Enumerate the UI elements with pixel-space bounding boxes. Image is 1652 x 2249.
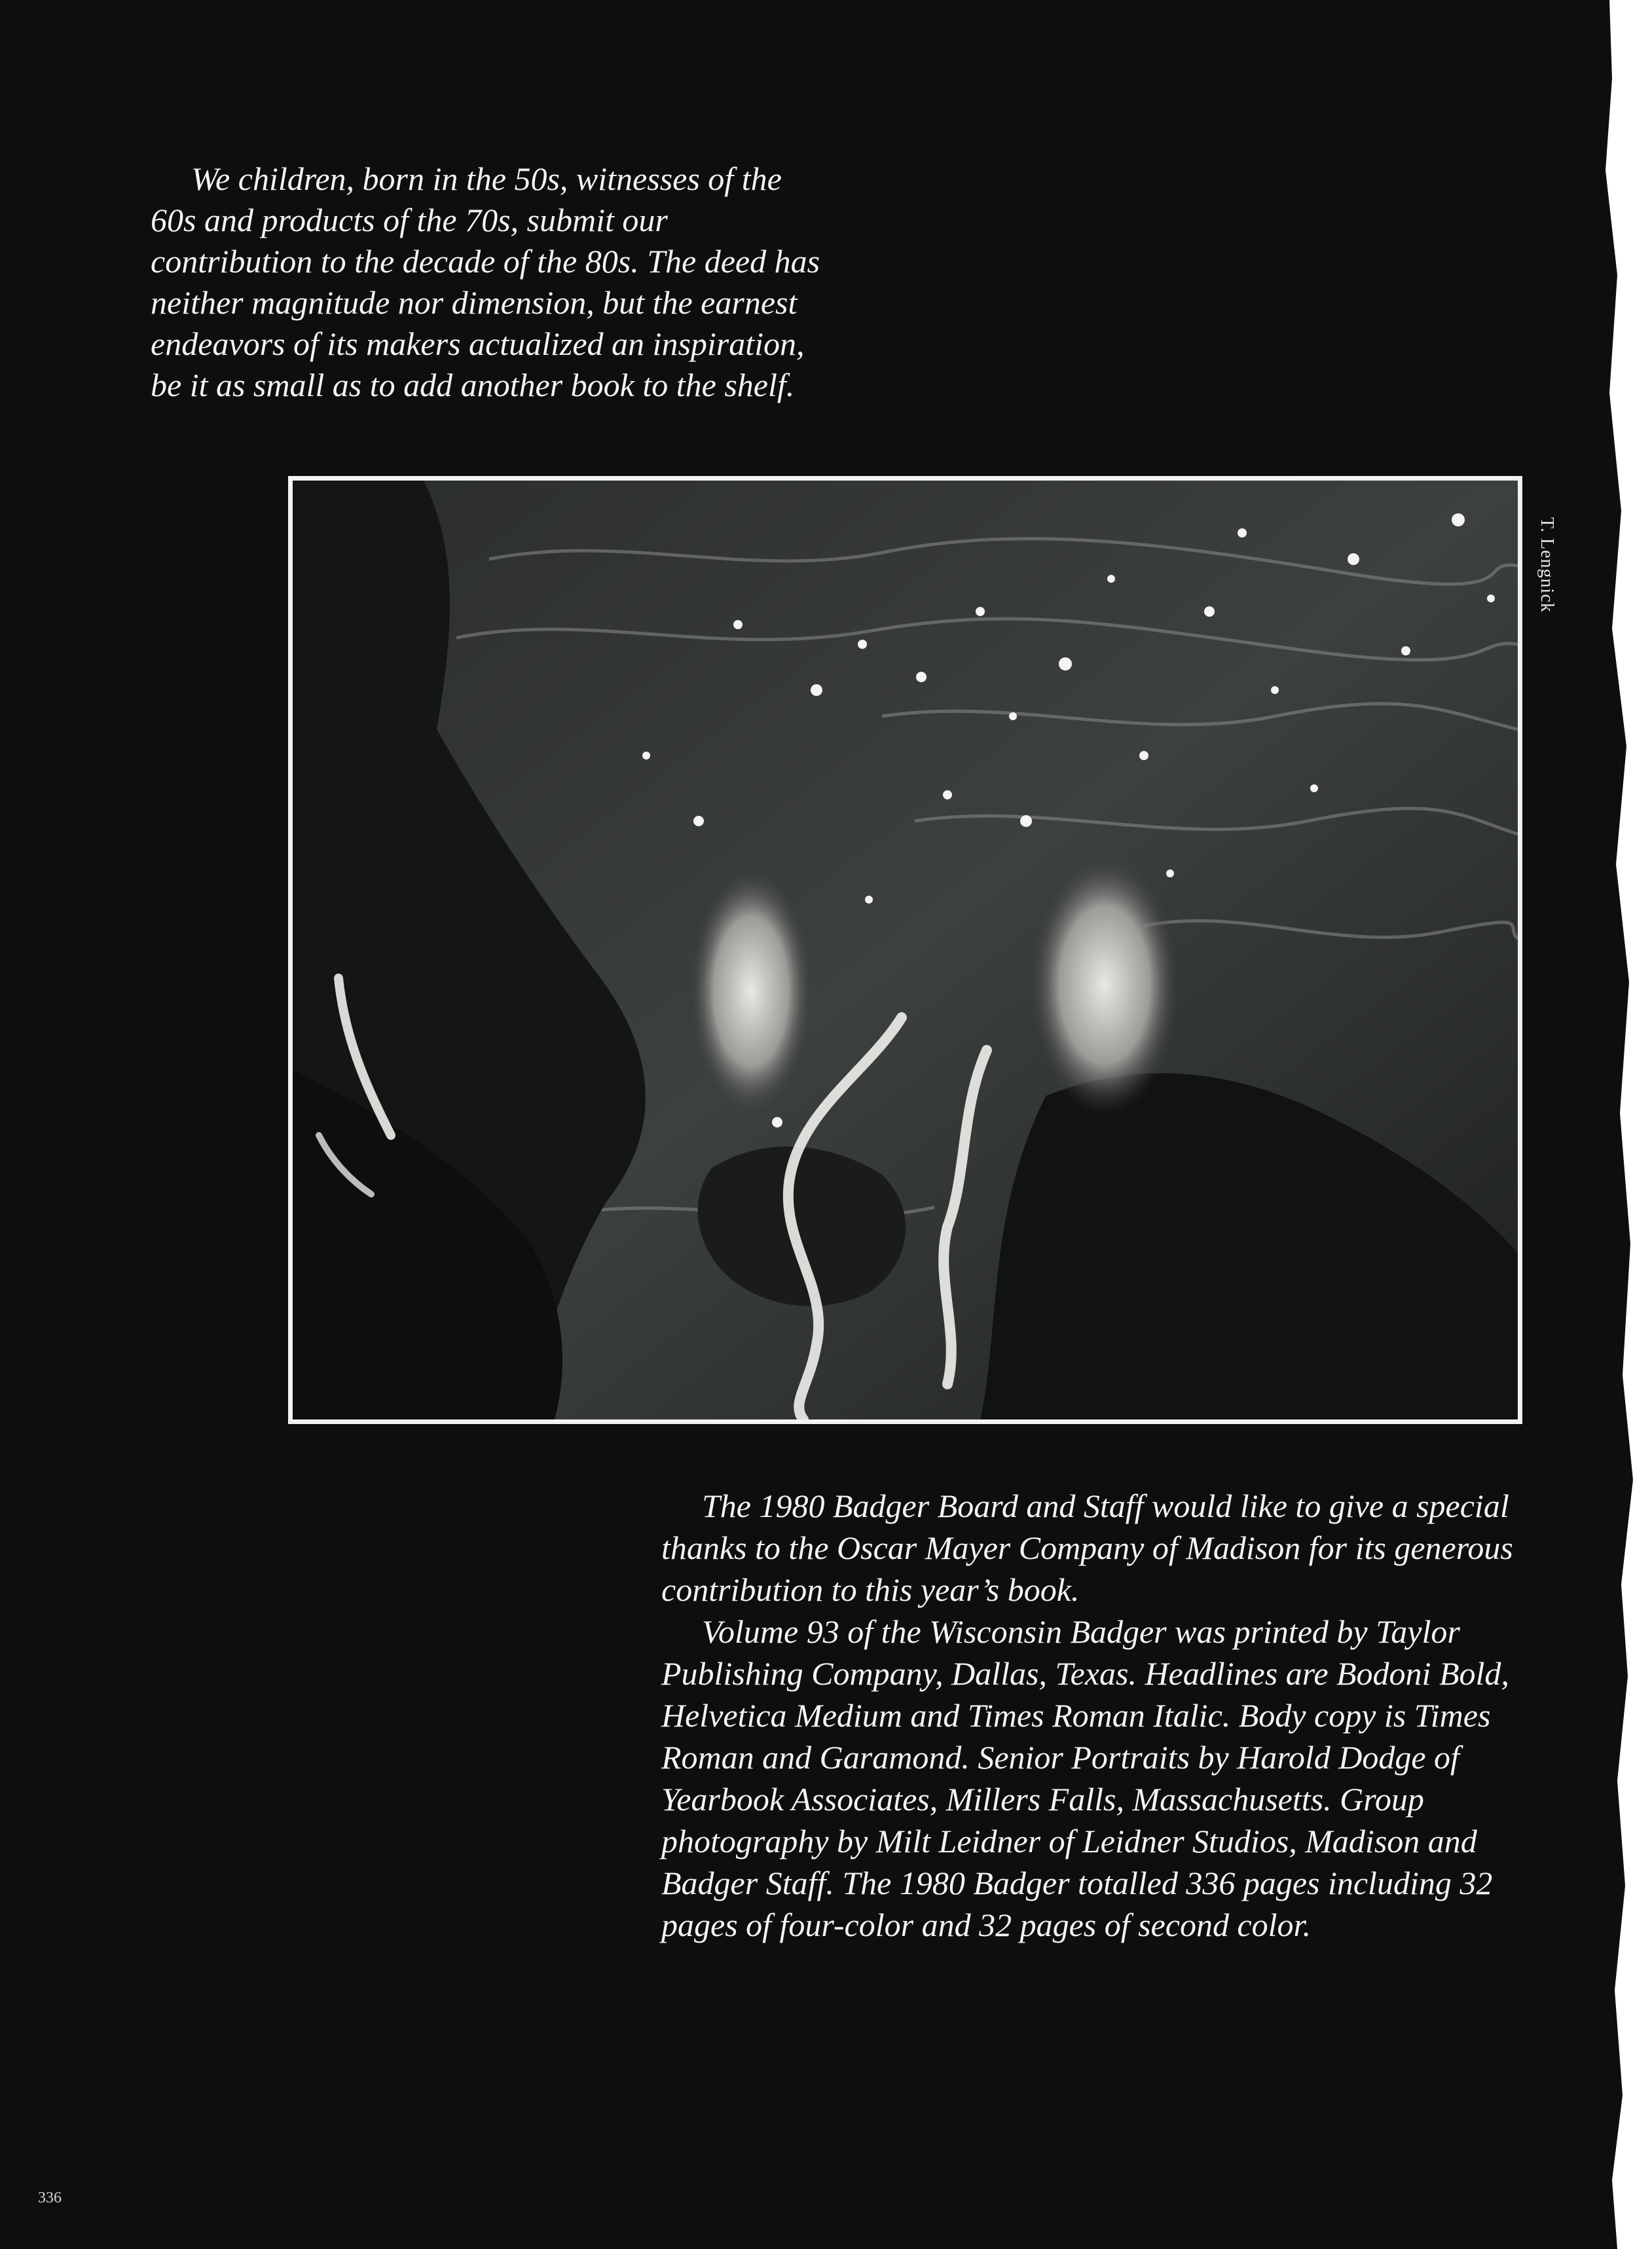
credits-line: Volume 93 of the Wisconsin Badger was printed by Taylor: [702, 1613, 1460, 1650]
credits-line: Roman and Garamond. Senior Portraits by Harold Dodge of: [661, 1739, 1459, 1776]
credits-line: Yearbook Associates, Millers Falls, Massachusetts. Group: [661, 1781, 1424, 1818]
credits-line: Badger Staff. The 1980 Badger totalled 336 pages including 32: [661, 1865, 1493, 1901]
credits-line: contribution to this year’s book.: [661, 1571, 1080, 1608]
water-splash-photo: [293, 481, 1518, 1419]
intro-line: contribution to the decade of the 80s. The deed has: [151, 243, 820, 280]
credits-line: Publishing Company, Dallas, Texas. Headlines are Bodoni Bold,: [661, 1655, 1509, 1692]
photo-frame: [288, 476, 1522, 1424]
intro-line: be it as small as to add another book to the shelf.: [151, 367, 795, 403]
intro-line: endeavors of its makers actualized an inspiration,: [151, 325, 805, 362]
credits-paragraph: [661, 1485, 1643, 1946]
intro-line: 60s and products of the 70s, submit our: [151, 202, 668, 238]
intro-line: neither magnitude nor dimension, but the earnest: [151, 284, 798, 321]
intro-line: We children, born in the 50s, witnesses of the: [191, 160, 782, 197]
credits-line: The 1980 Badger Board and Staff would like to give a special: [702, 1488, 1509, 1524]
intro-paragraph: [151, 158, 936, 406]
page-number: 336: [38, 2189, 62, 2206]
credits-line: pages of four-color and 32 pages of second color.: [661, 1907, 1311, 1943]
credits-line: Helvetica Medium and Times Roman Italic. Body copy is Times: [661, 1697, 1491, 1734]
photo-credit: T. Lengnick: [1537, 517, 1557, 613]
credits-line: photography by Milt Leidner of Leidner Studios, Madison and: [661, 1823, 1477, 1859]
credits-line: thanks to the Oscar Mayer Company of Madison for its generous: [661, 1529, 1513, 1566]
